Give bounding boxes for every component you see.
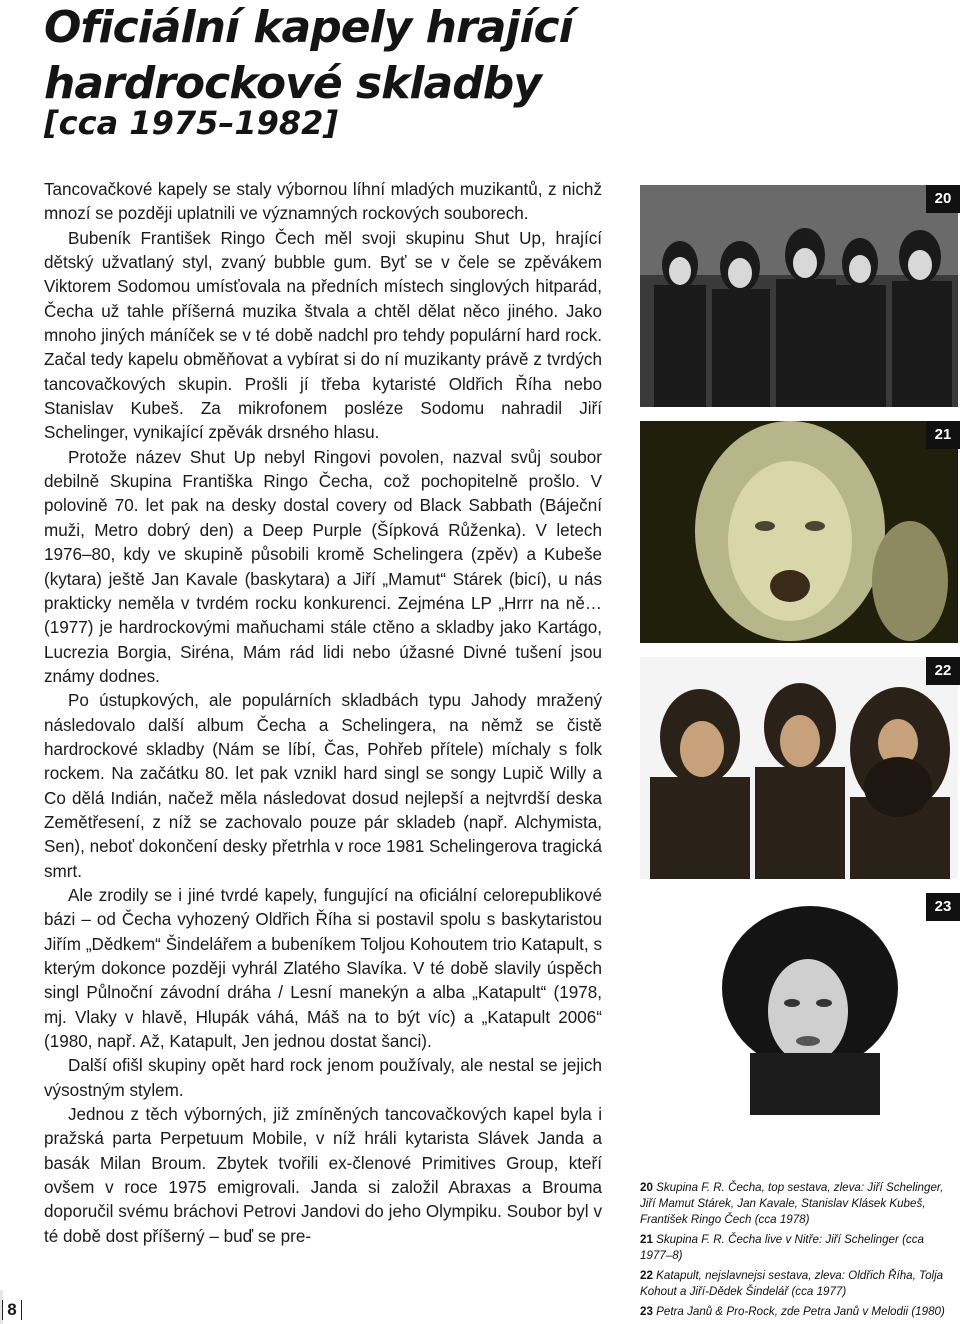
- caption-text: Katapult, nejslavnejsi sestava, zleva: Oldřich Říha, Tolja Kohout a Jiří-Dědek Šindelář (cca 1977): [640, 1269, 944, 1298]
- caption-text: Skupina F. R. Čecha, top sestava, zleva: Jiří Schelinger, Jiří Mamut Stárek, Jan Kavale, Stanislav Klásek Kubeš, František Ringo Čech (cca 1978): [640, 1181, 944, 1226]
- caption: [640, 1232, 958, 1264]
- paragraph: Po ústupkových, ale populárních skladbách typu Jahody mražený následovalo další album Čecha a Schelingera, na němž se čistě hardrockové skladby (Nám se líbí, Čas, Pohřeb přítele) míchaly s folk rockem. Na začátku 80. let pak vznikl hard singl se songy Lupič Willy a Co dělá Indián, načež měla následovat dosud nejlepší a nejtvrdší deska Zemětřesení, z níž se zachovalo pouze pár skladeb (např. Alchymista, Sen), neboť dokončení desky přetrhla v roce 1981 Schelingerova tragická smrt.: [44, 691, 602, 881]
- photo-22: [640, 657, 958, 879]
- photo-20: [640, 185, 958, 407]
- caption-text: Petra Janů & Pro-Rock, zde Petra Janů v Melodii (1980): [656, 1305, 945, 1318]
- photo-number-badge: 22: [926, 657, 960, 685]
- band-photo-icon: [640, 185, 958, 407]
- photo-23: [640, 893, 958, 1115]
- caption: [640, 1304, 958, 1320]
- caption-number: 21: [640, 1233, 653, 1246]
- article-body: [44, 178, 602, 1249]
- photo-number-badge: 23: [926, 893, 960, 921]
- paragraph: Protože název Shut Up nebyl Ringovi povolen, nazval svůj soubor debilně Skupina Františka Ringo Čecha, což pochopitelně prošlo. V polovině 70. let pak na desky dostal covery od Black Sabbath (Báječní muži, Metro dobrý den) a Deep Purple (Šípková Růženka). V letech 1976–80, kdy ve skupině působili kromě Schelingera (zpěv) a Kubeše (kytara) ještě Jan Kavale (baskytara) a Jiří „Mamut“ Stárek (bicí), u nás prakticky neměla v tvrdém rocku konkurenci. Zejména LP „Hrrr na ně… (1977) je hardrockovými maňuchami stále ctěno a skladby jako Kartágo, Lucrezia Borgia, Siréna, Mám rád lidi nebo úžasné Divné tušení jsou známy dodnes.: [44, 447, 602, 686]
- photo-number-badge: 21: [926, 421, 960, 449]
- caption: [640, 1180, 958, 1228]
- singer-photo-icon: [640, 893, 958, 1115]
- caption-number: 23: [640, 1305, 653, 1318]
- paragraph: Ale zrodily se i jiné tvrdé kapely, fungující na oficiální celorepublikové bázi – od Čecha vyhozený Oldřich Říha si postavil spolu s baskytaristou Jiřím „Dědkem“ Šindelářem a bubeníkem Toljou Kohoutem trio Katapult, s kterým dokonce později vyhrál Zlatého Slavíka. V té době slavily úspěch singl Půlnoční závodní dráha / Lesní manekýn a alba „Katapult“ (1978, mj. Vlaky v hlavě, Hlupák váhá, Máš na to být víc) a „Katapult 2006“ (1980, např. Až, Katapult, Jen jednou dostat šanci).: [44, 885, 602, 1052]
- caption: [640, 1268, 958, 1300]
- photo-21: [640, 421, 958, 643]
- page-subtitle: [cca 1975–1982]: [44, 104, 339, 142]
- caption-number: 20: [640, 1181, 653, 1194]
- paragraph: Bubeník František Ringo Čech měl svoji skupinu Shut Up, hrající dětský užvatlaný styl, zvaný bubble gum. Byť se v čele se zpěvákem Viktorem Sodomou umísťovala na předních místech singlových hitparád, Čecha už tahle příšerná muzika štvala a chtěl dělat něco jiného. Jako mnoho jiných máníček se v té době nadchl pro tehdy populární hard rock. Začal tedy kapelu obměňovat a vybírat si do ní muzikanty právě z tvrdých tancovačkových skupin. Prošli jí třeba kytaristé Oldřich Říha nebo Stanislav Kubeš. Za mikrofonem posléze Sodomu nahradil Jiří Schelinger, vynikající zpěvák drsného hlasu.: [44, 228, 602, 443]
- paragraph: Tancovačkové kapely se staly výbornou líhní mladých muzikantů, z nichž mnozí se později uplatnili ve významných rockových souborech.: [44, 180, 602, 224]
- photo-column: [640, 185, 958, 1129]
- photo-number-badge: 20: [926, 185, 960, 213]
- photo-captions: [640, 1180, 958, 1324]
- page-number: 8: [2, 1300, 22, 1320]
- paragraph: Jednou z těch výborných, již zmíněných tancovačkových kapel byla i pražská parta Perpetuum Mobile, v níž hráli kytarista Slávek Janda a basák Milan Broum. Zbytek tvořili ex-členové Primitives Group, kteří ovšem v roce 1975 emigrovali. Janda si založil Abraxas a Brouma doporučil svému bráchovi Petrovi Jandovi do jeho Olympiku. Soubor byl v té době dost příšerný – buď se pre-: [44, 1105, 602, 1246]
- paragraph: Další ofišl skupiny opět hard rock jenom používaly, ale nestal se jejich výsostným stylem.: [44, 1056, 602, 1100]
- singer-photo-icon: [640, 421, 958, 643]
- caption-number: 22: [640, 1269, 653, 1282]
- caption-text: Skupina F. R. Čecha live v Nitře: Jiří Schelinger (cca 1977–8): [640, 1233, 924, 1262]
- band-photo-icon: [640, 657, 958, 879]
- page-title: Oficiální kapely hrající hardrockové skladby: [44, 2, 573, 109]
